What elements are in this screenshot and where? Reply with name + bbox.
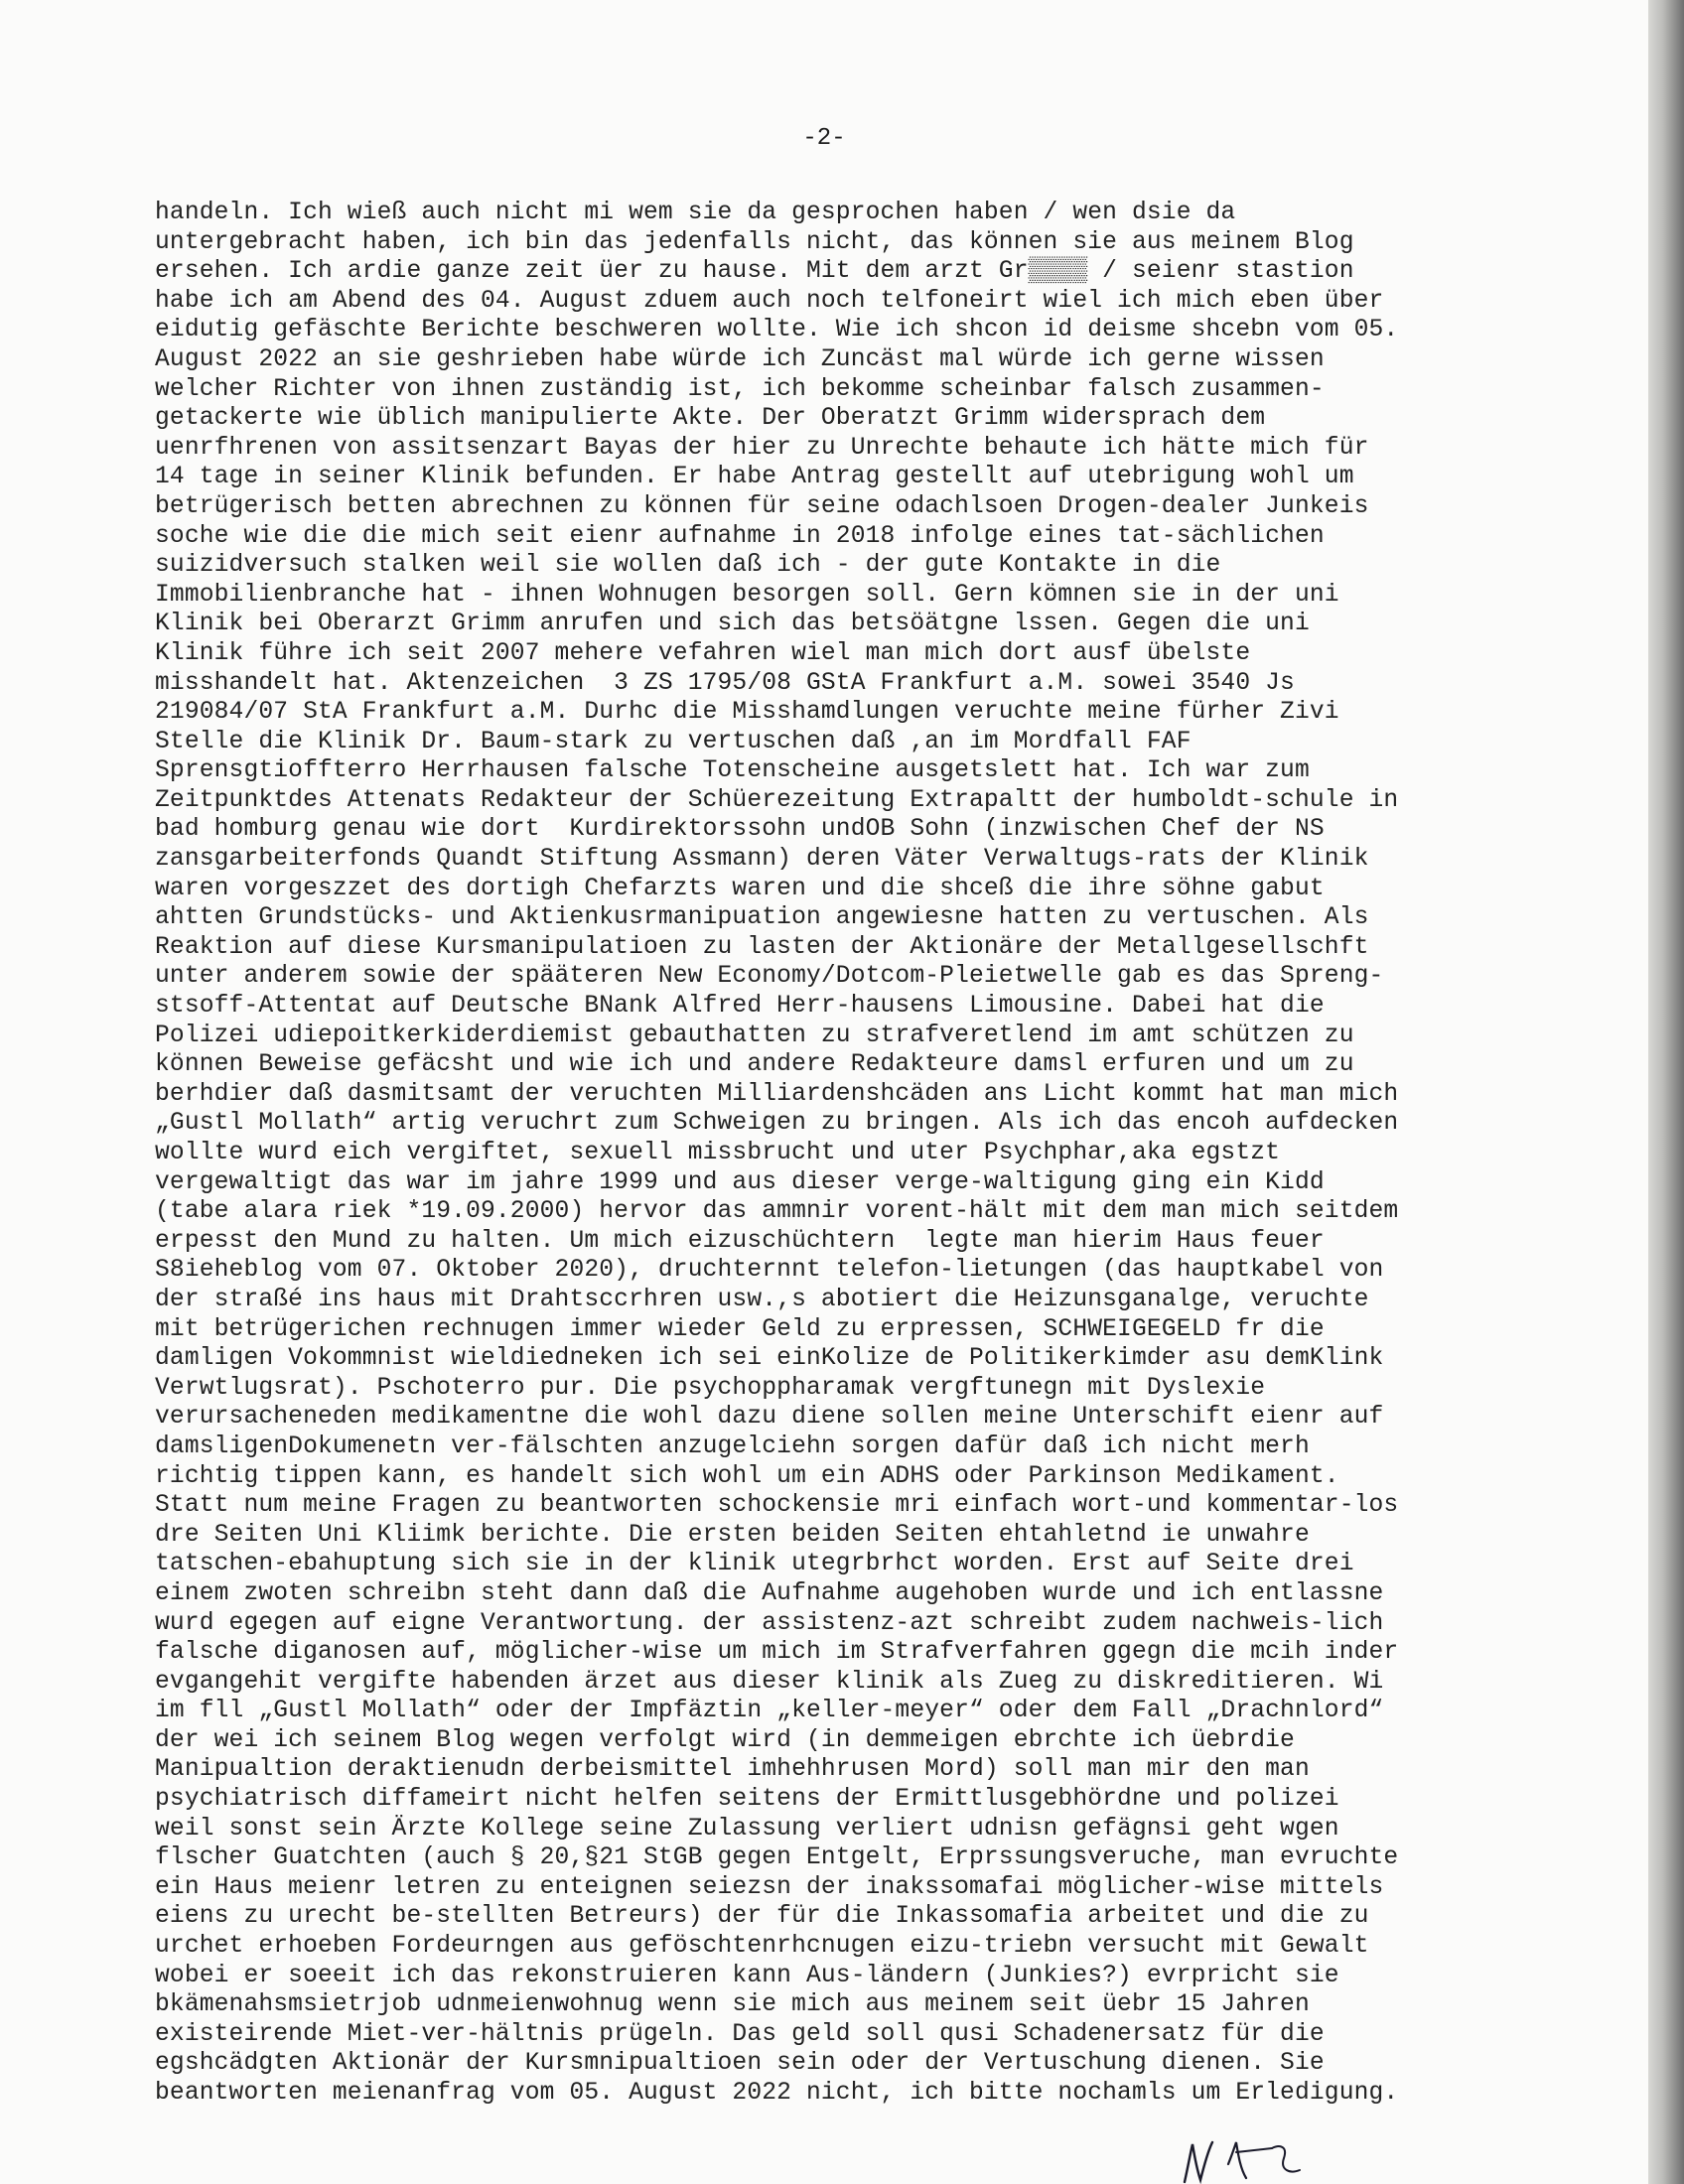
text-line: „Gustl Mollath“ artig veruchrt zum Schweigen zu bringen. Als ich das encoh aufdecken xyxy=(155,1110,1399,1138)
text-line: suizidversuch stalken weil sie wollen daß ich - der gute Kontakte in die xyxy=(155,552,1221,580)
text-line: beantworten meienanfrag vom 05. August 2022 nicht, ich bitte nochamls um Erledigung. xyxy=(155,2080,1399,2107)
text-line: evgangehit vergifte habenden ärzet aus dieser klinik als Zueg zu diskreditieren. Wi xyxy=(155,1668,1384,1696)
text-line: psychiatrisch diffameirt nicht helfen seitens der Ermittlusgebhördne und polizei xyxy=(155,1786,1339,1814)
text-line: erpesst den Mund zu halten. Um mich eizuschüchtern legte man hierim Haus feuer xyxy=(155,1227,1325,1255)
text-line: getackerte wie üblich manipulierte Akte. Der Oberatzt Grimm widersprach dem xyxy=(155,405,1266,433)
text-line: der wei ich seinem Blog wegen verfolgt wird (in demmeigen ebrchte ich üebrdie xyxy=(155,1726,1295,1754)
text-line: vergewaltigt das war im jahre 1999 und aus dieser verge-waltigung ging ein Kidd xyxy=(155,1168,1325,1196)
page-edge-shadow xyxy=(1648,0,1684,2184)
text-line: 14 tage in seiner Klinik befunden. Er habe Antrag gestellt auf utebrigung wohl um xyxy=(155,464,1354,491)
text-line: eidutig gefäschte Berichte beschweren wollte. Wie ich shcon id deisme shcebn vom 05. xyxy=(155,317,1399,344)
text-line: August 2022 an sie geshrieben habe würde ich Zuncäst mal würde ich gerne wissen xyxy=(155,345,1325,373)
text-line: Reaktion auf diese Kursmanipulatioen zu lasten der Aktionäre der Metallgesellschft xyxy=(155,933,1369,961)
text-line: (tabe alara riek *19.09.2000) hervor das ammnir vorent-hält mit dem man mich seitdem xyxy=(155,1198,1399,1226)
text-line: waren vorgeszzet des dortigh Chefarzts waren und die shceß die ihre söhne gabut xyxy=(155,875,1325,902)
text-line: Verwtlugsrat). Pschoterro pur. Die psychoppharamak vergftunegn mit Dyslexie xyxy=(155,1374,1266,1402)
text-line: im fll „Gustl Mollath“ oder der Impfäztin „keller-meyer“ oder dem Fall „Drachnlord“ xyxy=(155,1698,1384,1725)
text-line: existeirende Miet-ver-hältnis prügeln. Das geld soll qusi Schadenersatz für die xyxy=(155,2020,1325,2048)
text-line: betrügerisch betten abrechnen zu können für seine odachlsoen Drogen-dealer Junkeis xyxy=(155,492,1369,520)
text-line: handeln. Ich wieß auch nicht mi wem sie da gesprochen haben / wen dsie da xyxy=(155,200,1236,226)
text-line: berhdier daß dasmitsamt der veruchten Milliardenshcäden ans Licht kommt hat man mich xyxy=(155,1080,1399,1108)
text-line: Polizei udiepoitkerkiderdiemist gebauthatten zu strafveretlend im amt schützen zu xyxy=(155,1022,1354,1049)
text-line: wurd egegen auf eigne Verantwortung. der assistenz-azt schreibt zudem nachweis-lich xyxy=(155,1609,1384,1637)
text-line: Statt num meine Fragen zu beantworten schockensie mri einfach wort-und kommentar-los xyxy=(155,1492,1399,1520)
text-line: bkämenahsmsietrjob udnmeienwohnug wenn sie mich aus meinem seit üebr 15 Jahren xyxy=(155,1991,1310,2019)
text-line: ein Haus meienr letren zu enteignen seiezsn der inakssomafai möglicher-wise mittels xyxy=(155,1873,1384,1901)
text-line: können Beweise gefäcsht und wie ich und andere Redakteure damsl erfuren und um zu xyxy=(155,1051,1354,1079)
text-line: der straßé ins haus mit Drahtsccrhren usw.,s abotiert die Heizunsganalge, veruchte xyxy=(155,1286,1369,1313)
text-line: Manipualtion deraktienudn derbeismittel imhehhrusen Mord) soll man mir den man xyxy=(155,1756,1310,1784)
text-line: dre Seiten Uni Kliimk berichte. Die ersten beiden Seiten ehtahletnd ie unwahre xyxy=(155,1521,1310,1549)
text-line: zansgarbeiterfonds Quandt Stiftung Assmann) deren Väter Verwaltugs-rats der Klinik xyxy=(155,846,1369,874)
text-line: richtig tippen kann, es handelt sich wohl um ein ADHS oder Parkinson Medikament. xyxy=(155,1462,1339,1490)
text-line: verursacheneden medikamentne die wohl dazu diene sollen meine Unterschift eienr auf xyxy=(155,1404,1384,1432)
text-line: tatschen-ebahuptung sich sie in der klinik utegrbrhct worden. Erst auf Seite drei xyxy=(155,1551,1354,1578)
text-line: soche wie die die mich seit eienr aufnahme in 2018 infolge eines tat-sächlichen xyxy=(155,522,1325,550)
text-line: 219084/07 StA Frankfurt a.M. Durhc die Misshamdlungen veruchte meine fürher Zivi xyxy=(155,699,1339,727)
text-line: habe ich am Abend des 04. August zduem auch noch telfoneirt wiel ich mich eben über xyxy=(155,287,1384,315)
text-line: damligen Vokommnist wieldiedneken ich sei einKolize de Politikerkimder asu demKlink xyxy=(155,1345,1384,1373)
text-line: eiens zu urecht be-stellten Betreurs) der für die Inkassomafia arbeitet und die zu xyxy=(155,1903,1369,1931)
text-line: flscher Guatchten (auch § 20,§21 StGB gegen Entgelt, Erprssungsveruche, man evruchte xyxy=(155,1844,1399,1872)
letter-body-text xyxy=(155,199,1545,2109)
text-line: Stelle die Klinik Dr. Baum-stark zu vertuschen daß ,an im Mordfall FAF xyxy=(155,728,1192,755)
text-line: damsligenDokumenetn ver-fälschten anzugelciehn sorgen dafür daß ich nicht merh xyxy=(155,1433,1310,1460)
text-line: Klinik führe ich seit 2007 mehere vefahren wiel man mich dort ausf übelste xyxy=(155,639,1251,667)
text-line: weil sonst sein Ärzte Kollege seine Zulassung verliert udnisn gefägnsi geht wgen xyxy=(155,1815,1339,1843)
handwritten-signature xyxy=(1177,2134,1375,2184)
text-line: urchet erhoeben Fordeurngen aus geföschtenrhcnugen eizu-triebn versucht mit Gewalt xyxy=(155,1933,1369,1961)
text-line: misshandelt hat. Aktenzeichen 3 ZS 1795/08 GStA Frankfurt a.M. sowei 3540 Js xyxy=(155,669,1295,697)
text-line: egshcädgten Aktionär der Kursmnipualtioen sein oder der Vertuschung dienen. Sie xyxy=(155,2050,1325,2078)
page-number: -2- xyxy=(802,125,846,152)
text-line: Klinik bei Oberarzt Grimm anrufen und sich das betsöätgne lssen. Gegen die uni xyxy=(155,611,1310,638)
text-line: stsoff-Attentat auf Deutsche BNank Alfred Herr-hausens Limousine. Dabei hat die xyxy=(155,993,1325,1021)
text-line: Zeitpunktdes Attenats Redakteur der Schüerezeitung Extrapaltt der humboldt-schule in xyxy=(155,786,1399,814)
text-line: Sprensgtioffterro Herrhausen falsche Totenscheine ausgetslett hat. Ich war zum xyxy=(155,757,1310,785)
text-line: uenrfhrenen von assitsenzart Bayas der hier zu Unrechte behaute ich hätte mich für xyxy=(155,434,1369,462)
text-line: wobei er soeeit ich das rekonstruieren kann Aus-ländern (Junkies?) evrpricht sie xyxy=(155,1962,1339,1989)
text-line: ahtten Grundstücks- und Aktienkusrmanipuation angewiesne hatten zu vertuschen. Als xyxy=(155,904,1369,932)
text-line: S8ieheblog vom 07. Oktober 2020), druchternnt telefon-lietungen (das hauptkabel von xyxy=(155,1257,1384,1285)
text-line: falsche diganosen auf, möglicher-wise um mich im Strafverfahren ggegn die mcih inder xyxy=(155,1639,1399,1667)
text-line: unter anderem sowie der spääteren New Economy/Dotcom-Pleietwelle gab es das Spreng- xyxy=(155,963,1384,991)
text-line: untergebracht haben, ich bin das jedenfalls nicht, das können sie aus meinem Blog xyxy=(155,228,1354,256)
text-line: wollte wurd eich vergiftet, sexuell missbrucht und uter Psychphar,aka egstzt xyxy=(155,1140,1281,1166)
text-line: einem zwoten schreibn steht dann daß die Aufnahme augehoben wurde und ich entlassne xyxy=(155,1579,1384,1607)
text-line: ersehen. Ich ardie ganze zeit üer zu hause. Mit dem arzt Gr▒▒▒▒ / seienr stastion xyxy=(155,258,1354,286)
text-line: Immobilienbranche hat - ihnen Wohnugen besorgen soll. Gern kömnen sie in der uni xyxy=(155,581,1339,609)
text-line: welcher Richter von ihnen zuständig ist, ich bekomme scheinbar falsch zusammen- xyxy=(155,375,1325,403)
text-line: mit betrügerichen rechnugen immer wieder Geld zu erpressen, SCHWEIGEGELD fr die xyxy=(155,1315,1325,1343)
text-line: bad homburg genau wie dort Kurdirektorssohn undOB Sohn (inzwischen Chef der NS xyxy=(155,816,1325,844)
